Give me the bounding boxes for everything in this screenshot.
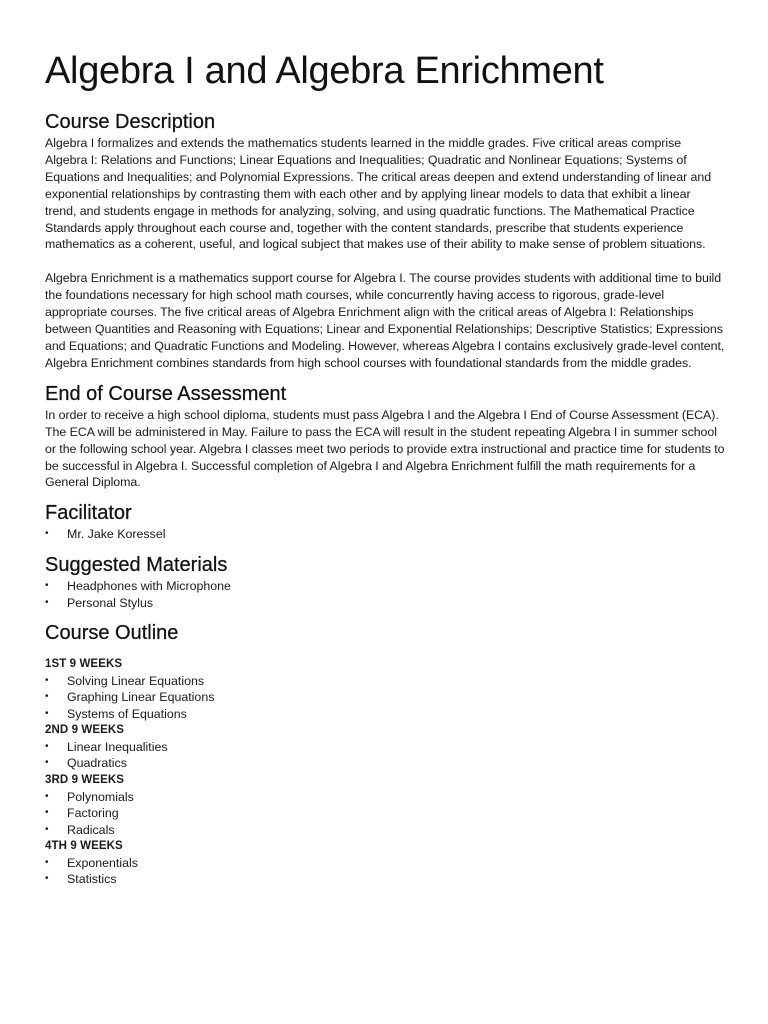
bullet-icon: •: [45, 856, 49, 868]
period-label-1: 1ST 9 WEEKS: [45, 658, 123, 671]
facilitator-heading: Facilitator: [45, 502, 132, 525]
materials-list: [45, 578, 725, 611]
list-item: [45, 755, 725, 772]
period-2-list: [45, 739, 725, 772]
bullet-icon: •: [45, 674, 49, 686]
list-item: [45, 673, 725, 690]
period-label-3: 3RD 9 WEEKS: [45, 774, 125, 787]
bullet-icon: •: [45, 596, 49, 608]
topic: Statistics: [67, 872, 117, 887]
list-item: [45, 578, 725, 595]
list-item: [45, 739, 725, 756]
material-item: Headphones with Microphone: [67, 578, 231, 593]
list-item: [45, 871, 725, 888]
material-item: Personal Stylus: [67, 595, 154, 610]
list-item: [45, 689, 725, 706]
materials-section: [45, 553, 725, 611]
materials-heading: Suggested Materials: [45, 553, 228, 576]
topic: Polynomials: [67, 789, 134, 804]
list-item: [45, 595, 725, 612]
topic: Radicals: [67, 822, 115, 837]
page-title: Algebra I and Algebra Enrichment: [45, 50, 604, 92]
list-item: [45, 706, 725, 723]
list-item: [45, 805, 725, 822]
bullet-icon: •: [45, 807, 49, 819]
course-description-paragraph-2: Algebra Enrichment is a mathematics support course for Algebra I. The course provides students with additional time to build the foundations necessary for high school math courses, while concurrently having access to rigorous, grade-level appropriate courses. The five critical areas of Algebra Enrichment align with the critical areas of Algebra I: Relationships between Quantities and Reasoning with Equations; Linear and Exponential Relationships; Descriptive Statistics; Expressions and Equations; and Quadratic Functions and Modeling. However, whereas Algebra I contains exclusively grade-level content, Algebra Enrichment combines standards from high school courses with foundational standards from the middle grades.: [45, 271, 725, 370]
list-item: [45, 822, 725, 839]
bullet-icon: •: [45, 873, 49, 885]
topic: Graphing Linear Equations: [67, 690, 215, 705]
topic: Factoring: [67, 806, 119, 821]
facilitator-list: [45, 526, 725, 543]
course-description-paragraph-1: Algebra I formalizes and extends the mathematics students learned in the middle grades. Five critical areas comprise Algebra I: Relations and Functions; Linear Equations and Inequalities; Quadratic and Nonlinear Equations; Systems of Equations and Inequalities; and Polynomial Expressions. The critical areas deepen and extend understanding of linear and exponential relationships by contrasting them with each other and by applying linear models to data that exhibit a linear trend, and students engage in methods for analyzing, solving, and using quadratic functions. The Mathematical Practice Standards apply throughout each course and, together with the content standards, prescribe that students experience mathematics as a coherent, useful, and logical subject that makes use of their ability to make sense of problem situations.: [45, 136, 712, 252]
bullet-icon: •: [45, 707, 49, 719]
course-description-heading: Course Description: [45, 111, 216, 133]
course-description-section: [45, 110, 725, 372]
facilitator-name: Mr. Jake Koressel: [67, 527, 166, 542]
bullet-icon: •: [45, 740, 49, 752]
assessment-section: [45, 382, 725, 492]
bullet-icon: •: [45, 691, 49, 703]
bullet-icon: •: [45, 528, 49, 540]
topic: Solving Linear Equations: [67, 673, 205, 688]
topic: Linear Inequalities: [67, 739, 168, 754]
topic: Systems of Equations: [67, 706, 187, 721]
topic: Quadratics: [67, 756, 127, 771]
bullet-icon: •: [45, 757, 49, 769]
period-4-list: [45, 855, 725, 888]
list-item: [45, 526, 725, 543]
topic: Exponentials: [67, 855, 138, 870]
course-outline-heading: Course Outline: [45, 622, 179, 645]
period-label-2: 2ND 9 WEEKS: [45, 724, 125, 737]
list-item: [45, 789, 725, 806]
bullet-icon: •: [45, 790, 49, 802]
facilitator-section: [45, 501, 725, 543]
period-label-4: 4TH 9 WEEKS: [45, 840, 123, 853]
course-outline-section: [45, 621, 725, 888]
bullet-icon: •: [45, 823, 49, 835]
period-3-list: [45, 789, 725, 839]
assessment-heading: End of Course Assessment: [45, 382, 287, 405]
period-1-list: [45, 673, 725, 723]
bullet-icon: •: [45, 579, 49, 591]
list-item: [45, 855, 725, 872]
document-page: [45, 48, 725, 888]
assessment-paragraph: In order to receive a high school diploma, students must pass Algebra I and the Algebra I End of Course Assessment (ECA). The ECA will be administered in May. Failure to pass the ECA will result in the student repeating Algebra I in summer school or the following school year. Algebra I classes meet two periods to provide extra instructional and practice time for students to be successful in Algebra I. Successful completion of Algebra I and Algebra Enrichment fulfill the math requirements for a General Diploma.: [45, 407, 725, 490]
